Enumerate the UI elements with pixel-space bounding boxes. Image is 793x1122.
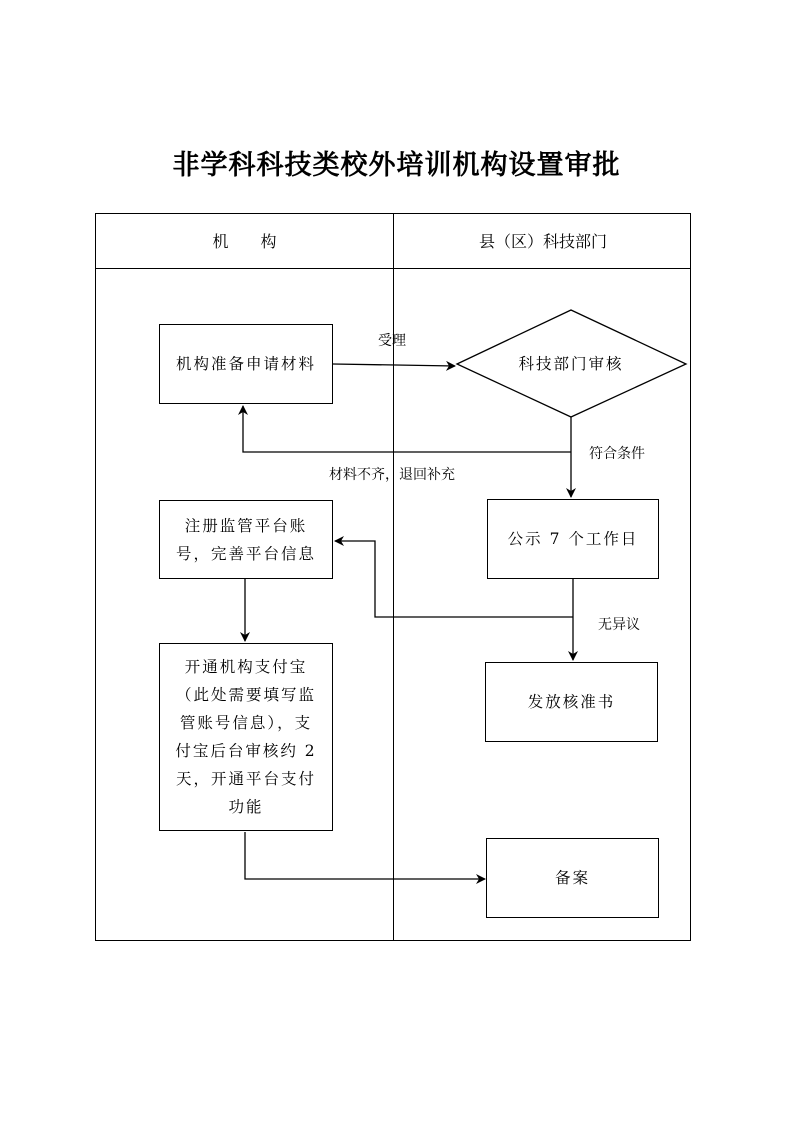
prepare-materials-text: 机构准备申请材料 [175,355,316,373]
review-diamond-label: 科技部门审核 [518,355,624,373]
publicize-box [487,499,659,579]
prepare-materials-box [159,324,333,404]
register-platform-box [159,500,333,579]
alipay-line: 开通机构支付宝 [184,658,308,676]
alipay-line: （此处需要填写监 [175,686,316,704]
alipay-line: 天，开通平台支付 [175,770,316,788]
alipay-line: 付宝后台审核约 2 [175,742,317,760]
page-title: 非学科科技类校外培训机构设置审批 [172,150,621,181]
filing-box [486,838,659,918]
alipay-line: 管账号信息），支 [179,714,313,732]
alipay-line: 功能 [228,798,264,816]
arrow-accept [333,364,455,366]
label-accept: 受理 [378,333,406,349]
arrow-to-filing [245,832,485,879]
label-no-objection: 无异议 [598,617,640,633]
header-department: 县（区）科技部门 [478,232,607,251]
license-box [485,662,658,742]
label-incomplete: 材料不齐，退回补充 [329,467,455,483]
alipay-box [159,643,333,831]
license-text: 发放核准书 [527,693,616,711]
filing-text: 备案 [554,869,590,887]
label-qualified: 符合条件 [589,446,645,462]
register-platform-line1: 注册监管平台账 [184,516,308,535]
publicize-text: 公示 7 个工作日 [507,530,639,548]
arrow-return [243,406,571,452]
header-institution: 机 构 [212,232,277,251]
register-platform-line2: 号，完善平台信息 [175,544,316,563]
